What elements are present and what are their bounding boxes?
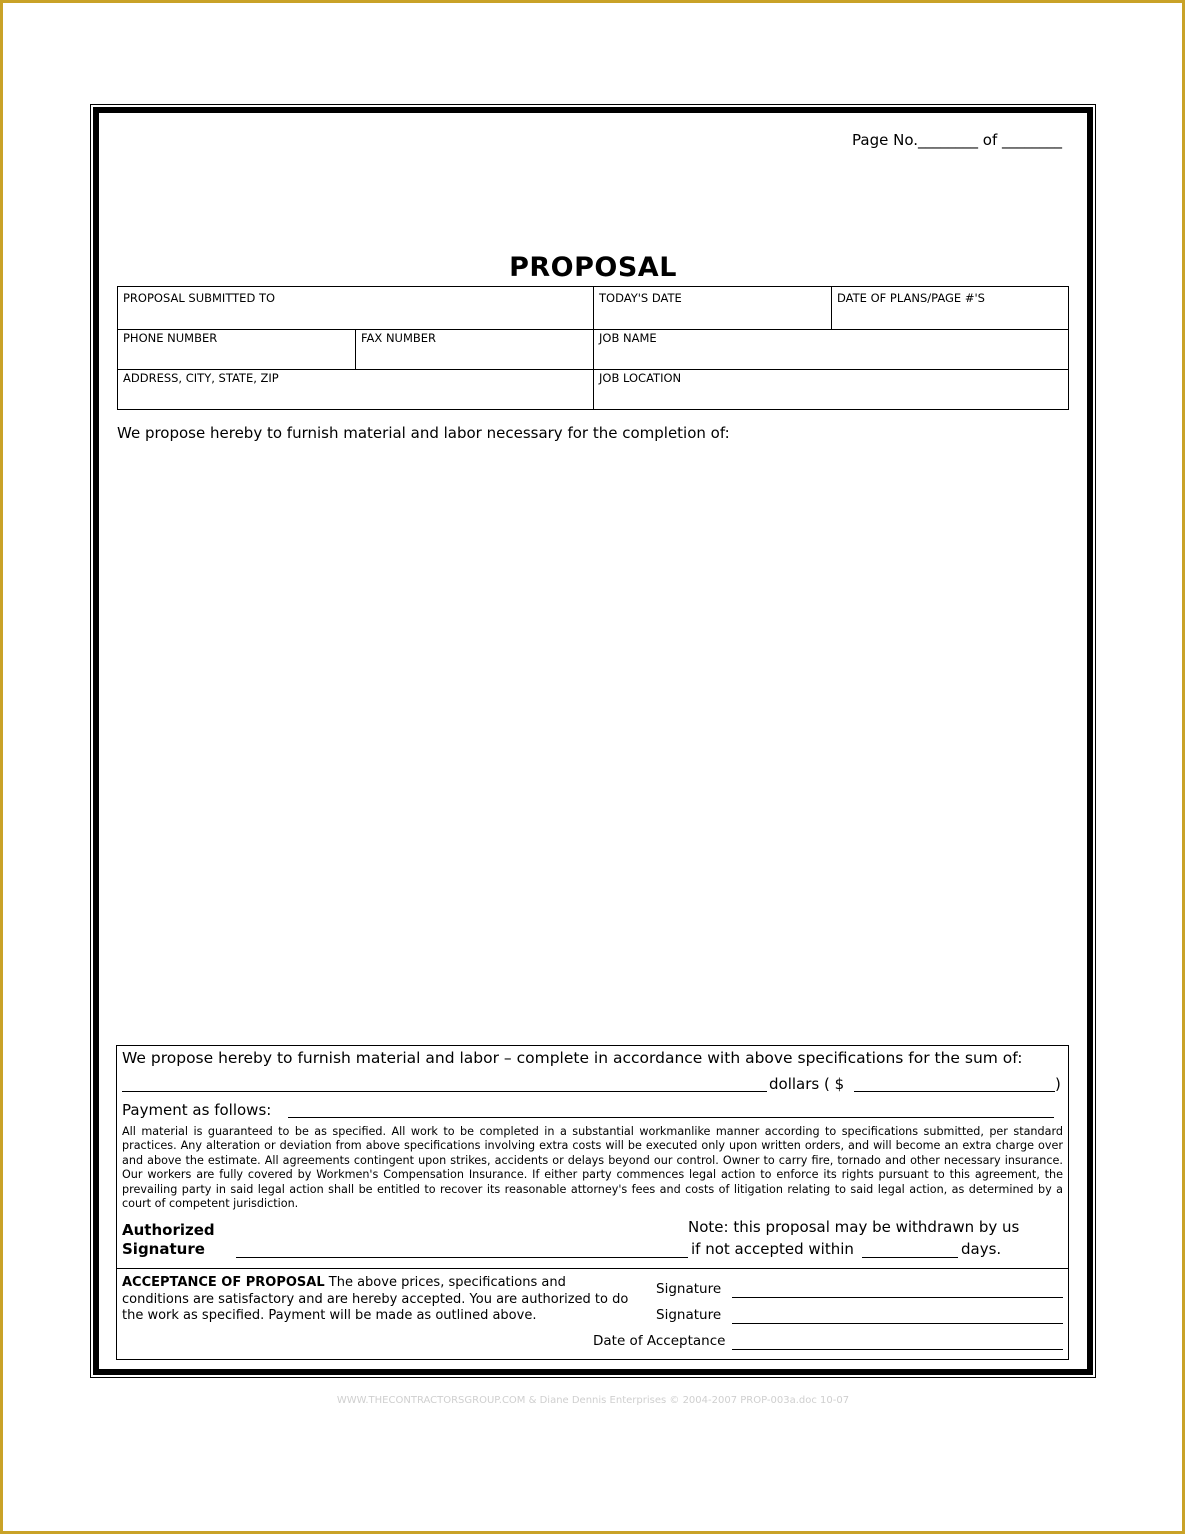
field-label: FAX NUMBER bbox=[361, 331, 437, 345]
page-title: PROPOSAL bbox=[509, 252, 677, 283]
date-of-acceptance-line[interactable] bbox=[732, 1349, 1063, 1350]
sum-text: We propose hereby to furnish material and labor – complete in accordance with above specifications for the sum of: bbox=[122, 1049, 1023, 1067]
authorized-signature-line[interactable] bbox=[236, 1257, 688, 1258]
address-field[interactable] bbox=[118, 367, 593, 407]
days-line[interactable] bbox=[862, 1257, 958, 1258]
scope-intro-text: We propose hereby to furnish material and labor necessary for the completion of: bbox=[117, 424, 730, 442]
authorized-label-line2: Signature bbox=[122, 1240, 205, 1258]
acceptance-heading: ACCEPTANCE OF PROPOSAL bbox=[122, 1275, 325, 1290]
proposal-submitted-to-field[interactable] bbox=[118, 287, 593, 329]
field-label: DATE OF PLANS/PAGE #'S bbox=[837, 291, 985, 305]
phone-number-field[interactable] bbox=[118, 327, 355, 367]
fax-number-field[interactable] bbox=[356, 327, 593, 367]
field-label: ADDRESS, CITY, STATE, ZIP bbox=[123, 371, 279, 385]
field-label: TODAY'S DATE bbox=[599, 291, 682, 305]
signature-label-1: Signature bbox=[656, 1281, 722, 1297]
acceptance-signature-line-1[interactable] bbox=[732, 1297, 1063, 1298]
job-name-field[interactable] bbox=[594, 327, 1068, 367]
withdraw-note-line2b: days. bbox=[961, 1240, 1002, 1258]
authorized-label-line1: Authorized bbox=[122, 1221, 215, 1239]
field-label: JOB LOCATION bbox=[599, 371, 682, 385]
payment-label: Payment as follows: bbox=[122, 1101, 272, 1119]
signature-label-2: Signature bbox=[656, 1307, 722, 1323]
amount-words-line[interactable] bbox=[122, 1091, 767, 1092]
date-of-acceptance-label: Date of Acceptance bbox=[593, 1333, 726, 1349]
acceptance-text bbox=[122, 1275, 630, 1325]
page-number: Page No.________ of ________ bbox=[852, 131, 1062, 149]
amount-number-line[interactable] bbox=[854, 1091, 1055, 1092]
todays-date-field[interactable] bbox=[594, 287, 831, 329]
withdraw-note-line1: Note: this proposal may be withdrawn by us bbox=[688, 1218, 1020, 1236]
info-grid bbox=[117, 286, 1069, 410]
payment-terms-line[interactable] bbox=[288, 1117, 1054, 1118]
job-location-field[interactable] bbox=[594, 367, 1068, 407]
dollars-label: dollars ( $ bbox=[769, 1075, 845, 1093]
date-of-plans-field[interactable] bbox=[832, 287, 1068, 329]
acceptance-divider bbox=[117, 1268, 1068, 1269]
withdraw-note-line2a: if not accepted within bbox=[691, 1240, 854, 1258]
acceptance-signature-line-2[interactable] bbox=[732, 1323, 1063, 1324]
terms-fine-print: All material is guaranteed to be as specified. All work to be completed in a substantial workmanlike manner according to specifications submitted, per standard practices. Any alteration or deviation from above specifications involving extra costs will be executed only upon written orders, and will become an extra charge over and above the estimate. All agreements contingent upon strikes, accidents or delays beyond our control. Owner to carry fire, tornado and other necessary insurance. Our workers are fully covered by Workmen's Compensation Insurance. If either party commences legal action to enforce its rights pursuant to this agreement, the prevailing party in said legal action shall be entitled to recover its reasonable attorney's fees and costs of litigation relating to said legal action, as determined by a court of competent jurisdiction. bbox=[122, 1125, 1063, 1211]
field-label: PROPOSAL SUBMITTED TO bbox=[123, 291, 276, 305]
footer-credit: WWW.THECONTRACTORSGROUP.COM & Diane Dennis Enterprises © 2004-2007 PROP-003a.doc 10-07 bbox=[336, 1395, 850, 1406]
acceptance-body: The above prices, specifications and conditions are satisfactory and are hereby accepted. You are authorized to do the work as specified. Payment will be made as outlined above. bbox=[122, 1275, 629, 1323]
field-label: JOB NAME bbox=[599, 331, 657, 345]
field-label: PHONE NUMBER bbox=[123, 331, 218, 345]
dollars-close: ) bbox=[1055, 1075, 1061, 1093]
